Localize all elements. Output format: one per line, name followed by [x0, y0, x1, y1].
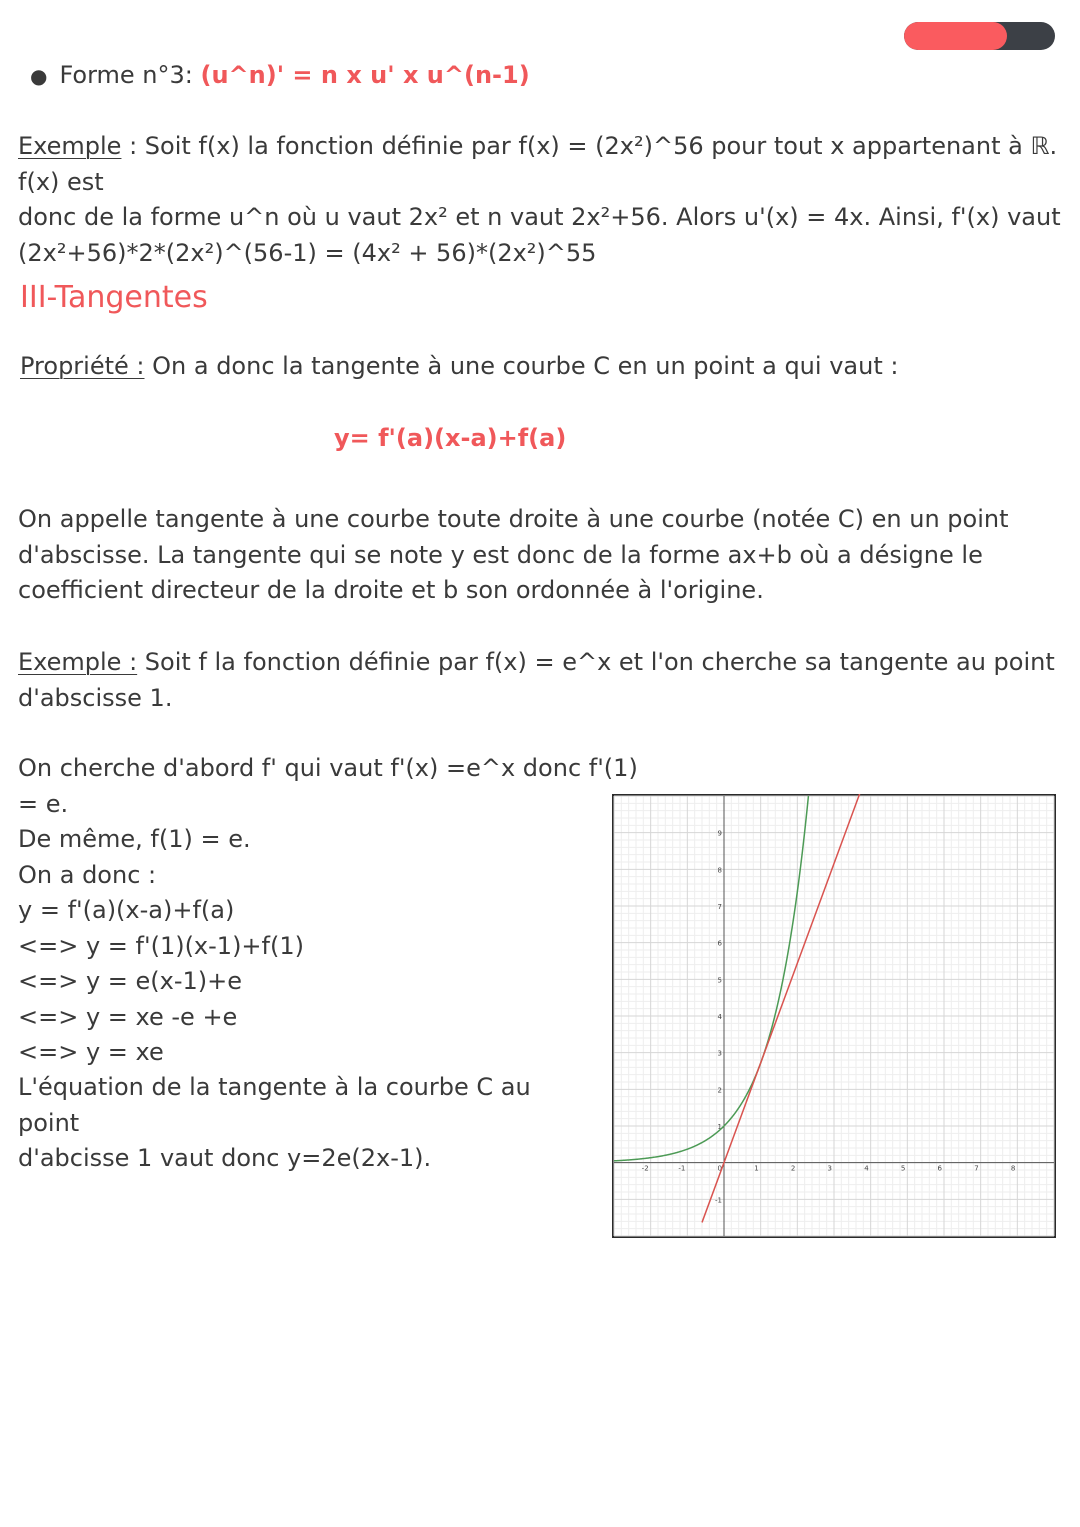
x-tick-label: -1	[678, 1164, 686, 1173]
example-1	[18, 129, 1068, 271]
definition-line-1: On appelle tangente à une courbe toute droite à une courbe (notée C) en un point	[18, 505, 1009, 533]
y-tick-label: 1	[717, 1123, 722, 1131]
x-tick-label: 5	[900, 1164, 906, 1173]
x-tick-label: 7	[974, 1164, 979, 1173]
definition-paragraph	[18, 502, 1068, 609]
step-line: De même, f(1) = e.	[18, 825, 251, 853]
y-tick-label: 4	[717, 1013, 722, 1021]
example-1-line-2: donc de la forme u^n où u vaut 2x² et n vaut 2x²+56. Alors u'(x) = 4x. Ainsi, f'(x) vaut	[18, 203, 1061, 231]
y-tick-label: 7	[717, 903, 722, 911]
conclusion	[18, 1070, 598, 1177]
progress-bar	[904, 22, 1055, 50]
x-tick-label: 3	[827, 1164, 832, 1173]
conclusion-line-2: d'abcisse 1 vaut donc y=2e(2x-1).	[18, 1144, 432, 1172]
x-tick-label: -2	[641, 1164, 649, 1173]
x-tick-label: 8	[1010, 1164, 1016, 1173]
progress-bar-fill	[904, 22, 1007, 50]
definition-line-2: d'abscisse. La tangente qui se note y est donc de la forme ax+b où a désigne le	[18, 540, 983, 569]
x-tick-label: 0	[717, 1164, 722, 1173]
example-2	[18, 645, 1068, 716]
step-line: <=> y = e(x-1)+e	[18, 967, 243, 995]
step-line: y = f'(a)(x-a)+f(a)	[18, 896, 235, 924]
y-tick-label: 8	[717, 866, 722, 875]
example-2-label: Exemple :	[18, 648, 138, 676]
step-line: <=> y = f'(1)(x-1)+f(1)	[18, 931, 304, 960]
step-line: <=> y = xe -e +e	[18, 1002, 238, 1031]
property-text: On a donc la tangente à une courbe C en un point a qui vaut :	[144, 352, 899, 380]
step-line: On a donc :	[18, 860, 157, 889]
y-tick-label: 6	[717, 939, 722, 948]
bullet-line	[30, 58, 530, 95]
y-tick-label: 3	[717, 1049, 722, 1058]
steps-block	[18, 751, 638, 1071]
tangent-formula: y= f'(a)(x-a)+f(a)	[334, 424, 567, 452]
section-title: III-Tangentes	[20, 280, 208, 315]
example-1-line-1: : Soit f(x) la fonction définie par f(x) = (2x²)^56 pour tout x appartenant à ℝ. f(x) est	[18, 132, 1058, 196]
property-label: Propriété :	[20, 352, 145, 380]
example-1-label: Exemple	[18, 132, 122, 160]
step-line: On cherche d'abord f' qui vaut f'(x) =e^x donc f'(1) = e.	[18, 754, 638, 818]
y-tick-label: 5	[717, 976, 722, 985]
example-2-line-2: d'abscisse 1.	[18, 683, 173, 712]
tangent-graph	[612, 794, 1056, 1238]
x-tick-label: 2	[790, 1164, 796, 1173]
y-tick-label: -1	[715, 1196, 722, 1205]
step-line: <=> y = xe	[18, 1038, 164, 1066]
bullet-formula: (u^n)' = n x u' x u^(n-1)	[200, 61, 530, 89]
example-1-line-3: (2x²+56)*2*(2x²)^(56-1) = (4x² + 56)*(2x²)^55	[18, 238, 597, 267]
x-tick-label: 4	[864, 1164, 869, 1173]
definition-line-3: coefficient directeur de la droite et b son ordonnée à l'origine.	[18, 576, 764, 604]
x-tick-label: 1	[754, 1164, 759, 1173]
conclusion-line-1: L'équation de la tangente à la courbe C au point	[18, 1073, 531, 1137]
y-tick-label: 2	[717, 1086, 722, 1095]
y-tick-label: 9	[717, 829, 722, 838]
x-tick-label: 6	[937, 1164, 942, 1173]
bullet-icon: ●	[30, 64, 48, 88]
property-line	[20, 349, 898, 385]
example-2-line-1: Soit f la fonction définie par f(x) = e^x et l'on cherche sa tangente au point	[137, 648, 1055, 676]
bullet-text: Forme n°3:	[59, 61, 201, 89]
